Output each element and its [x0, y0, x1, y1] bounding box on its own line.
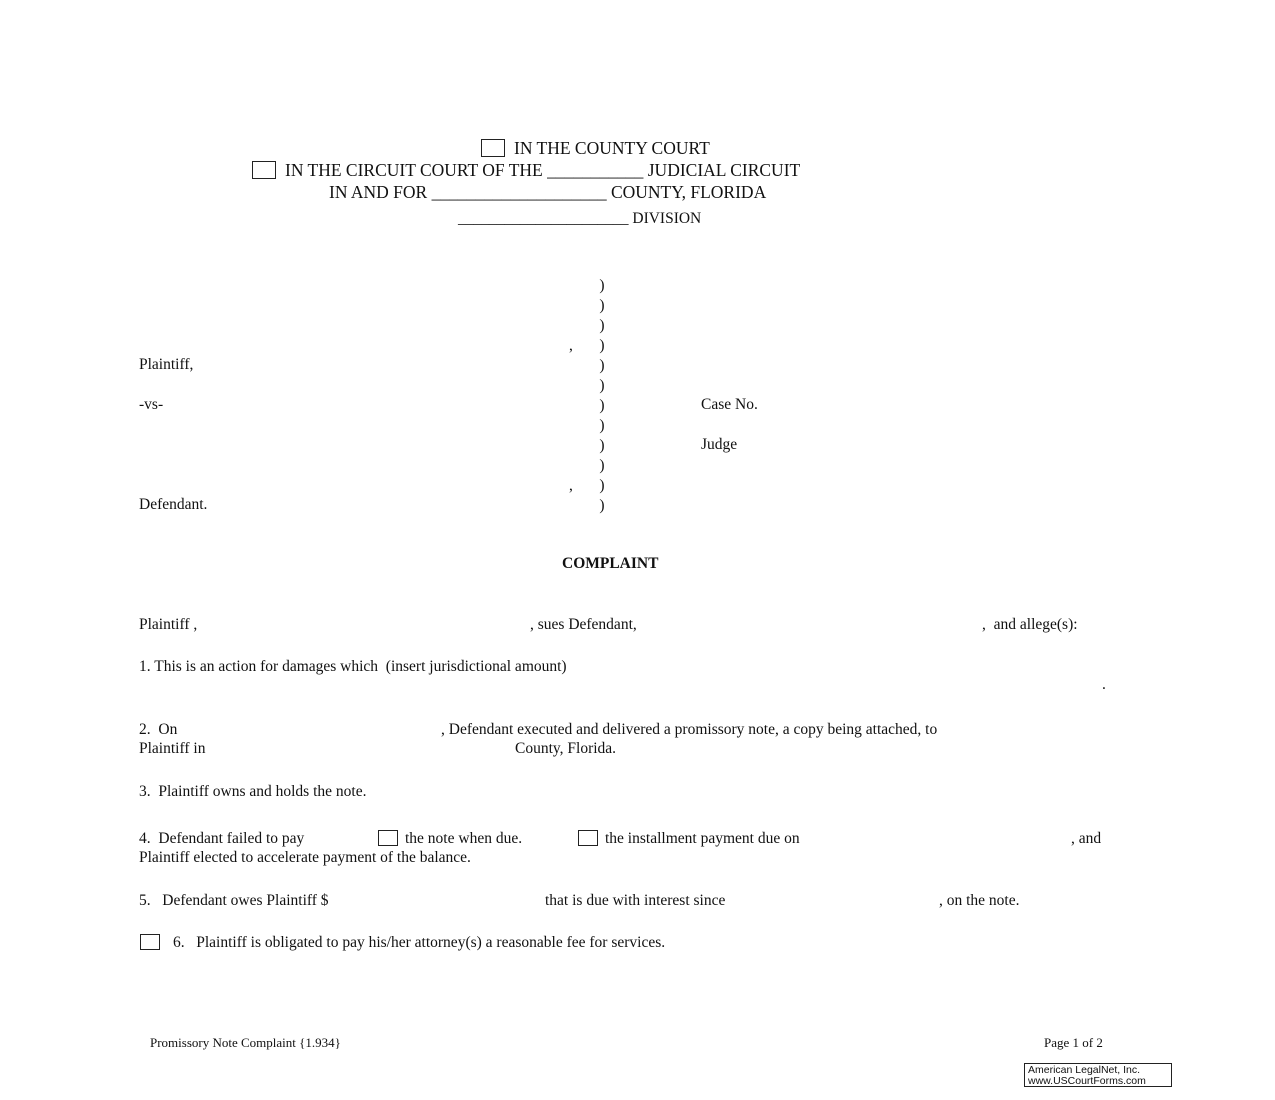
- county-court-label: IN THE COUNTY COURT: [514, 138, 710, 158]
- paragraph-2-executed: , Defendant executed and delivered a promissory note, a copy being attached, to: [441, 721, 938, 738]
- paragraph-5-interest-since: that is due with interest since: [545, 892, 726, 909]
- page-number: Page 1 of 2: [1044, 1035, 1103, 1050]
- publisher-stamp: [1024, 1063, 1172, 1087]
- vs-label: -vs-: [139, 396, 164, 413]
- circuit-court-label: IN THE CIRCUIT COURT OF THE ___________ JUDICIAL CIRCUIT: [285, 160, 801, 180]
- form-name: Promissory Note Complaint {1.934}: [150, 1035, 341, 1050]
- paragraph-5-on-note: , on the note.: [939, 892, 1020, 909]
- intro-plaintiff: Plaintiff ,: [139, 616, 198, 633]
- paragraph-4-and: , and: [1071, 830, 1102, 847]
- paragraph-2-county: County, Florida.: [515, 740, 617, 757]
- attorney-fee-checkbox[interactable]: [140, 934, 160, 950]
- circuit-court-checkbox[interactable]: [252, 161, 276, 179]
- paragraph-1-end: .: [1102, 676, 1106, 693]
- paragraph-3: 3. Plaintiff owns and holds the note.: [139, 783, 367, 800]
- county-court-checkbox[interactable]: [481, 139, 505, 157]
- paragraph-4-failed-to-pay: 4. Defendant failed to pay: [139, 830, 305, 847]
- defendant-label: Defendant.: [139, 496, 208, 513]
- case-no-label: Case No.: [701, 396, 758, 413]
- installment-checkbox[interactable]: [578, 830, 598, 846]
- plaintiff-name-comma: ,: [569, 337, 573, 354]
- county-line: IN AND FOR ____________________ COUNTY, FLORIDA: [329, 182, 767, 202]
- intro-sues-defendant: , sues Defendant,: [530, 616, 637, 633]
- defendant-name-comma: ,: [569, 477, 573, 494]
- paragraph-4-installment: the installment payment due on: [605, 830, 800, 847]
- paragraph-2-on: 2. On: [139, 721, 178, 738]
- publisher-url: www.USCourtForms.com: [1028, 1075, 1146, 1087]
- plaintiff-label: Plaintiff,: [139, 356, 194, 373]
- paragraph-4-accelerate: Plaintiff elected to accelerate payment of the balance.: [139, 849, 471, 866]
- paragraph-6: 6. Plaintiff is obligated to pay his/her attorney(s) a reasonable fee for services.: [173, 934, 666, 951]
- paragraph-5-owes: 5. Defendant owes Plaintiff $: [139, 892, 329, 909]
- paragraph-4-note-when-due: the note when due.: [405, 830, 523, 847]
- publisher-name: American LegalNet, Inc.: [1028, 1064, 1141, 1076]
- paragraph-1: 1. This is an action for damages which (insert jurisdictional amount): [139, 658, 567, 675]
- note-when-due-checkbox[interactable]: [378, 830, 398, 846]
- paragraph-2-plaintiff-in: Plaintiff in: [139, 740, 206, 757]
- document-title: COMPLAINT: [562, 555, 659, 572]
- judge-label: Judge: [701, 436, 738, 453]
- division-line: ______________________ DIVISION: [458, 210, 702, 227]
- intro-alleges: , and allege(s):: [982, 616, 1078, 633]
